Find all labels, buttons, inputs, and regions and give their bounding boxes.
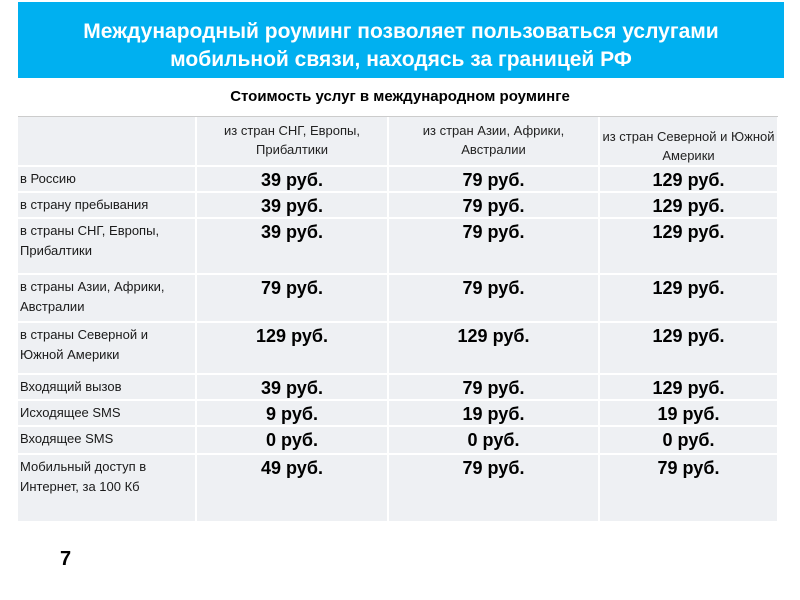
row-label: Входящее SMS <box>18 426 196 454</box>
price-cell: 79 руб. <box>196 274 388 322</box>
column-header: из стран Азии, Африки, Австралии <box>388 117 599 166</box>
price-cell: 49 руб. <box>196 454 388 522</box>
table-row <box>18 166 778 192</box>
price-cell: 79 руб. <box>388 374 599 400</box>
price-cell: 79 руб. <box>388 274 599 322</box>
price-cell: 39 руб. <box>196 192 388 218</box>
table-row <box>18 274 778 322</box>
price-cell: 129 руб. <box>599 166 778 192</box>
price-cell: 79 руб. <box>388 218 599 274</box>
row-label: в страны Азии, Африки, Австралии <box>18 274 196 322</box>
column-header: из стран Северной и Южной Америки <box>599 117 778 166</box>
row-label: в страны Северной и Южной Америки <box>18 322 196 374</box>
table-caption: Стоимость услуг в международном роуминге <box>230 88 570 105</box>
row-label: Мобильный доступ в Интернет, за 100 Кб <box>18 454 196 522</box>
row-label: в страны СНГ, Европы, Прибалтики <box>18 218 196 274</box>
price-cell: 129 руб. <box>599 218 778 274</box>
table-row <box>18 454 778 522</box>
price-cell: 19 руб. <box>388 400 599 426</box>
price-cell: 79 руб. <box>388 454 599 522</box>
price-cell: 79 руб. <box>599 454 778 522</box>
title-line-2: мобильной связи, находясь за границей РФ <box>170 48 632 71</box>
price-cell: 39 руб. <box>196 166 388 192</box>
price-cell: 129 руб. <box>599 274 778 322</box>
price-cell: 79 руб. <box>388 166 599 192</box>
price-cell: 0 руб. <box>388 426 599 454</box>
row-label: Входящий вызов <box>18 374 196 400</box>
price-cell: 9 руб. <box>196 400 388 426</box>
price-cell: 129 руб. <box>388 322 599 374</box>
price-cell: 129 руб. <box>599 322 778 374</box>
row-label: Исходящее SMS <box>18 400 196 426</box>
title-line-1: Международный роуминг позволяет пользоваться услугами <box>83 20 719 43</box>
table-row <box>18 426 778 454</box>
row-label: в страну пребывания <box>18 192 196 218</box>
header-empty-cell <box>18 117 196 166</box>
price-cell: 0 руб. <box>599 426 778 454</box>
price-cell: 39 руб. <box>196 218 388 274</box>
price-cell: 129 руб. <box>196 322 388 374</box>
price-cell: 79 руб. <box>388 192 599 218</box>
roaming-price-table <box>18 117 779 523</box>
table-row <box>18 400 778 426</box>
price-cell: 129 руб. <box>599 374 778 400</box>
table-row <box>18 374 778 400</box>
price-cell: 19 руб. <box>599 400 778 426</box>
row-label: в Россию <box>18 166 196 192</box>
table-row <box>18 322 778 374</box>
table-header-row <box>18 117 778 166</box>
table-row <box>18 192 778 218</box>
page-number: 7 <box>60 548 72 570</box>
price-cell: 39 руб. <box>196 374 388 400</box>
title-banner <box>18 2 784 78</box>
column-header: из стран СНГ, Европы, Прибалтики <box>196 117 388 166</box>
table-row <box>18 218 778 274</box>
price-cell: 129 руб. <box>599 192 778 218</box>
price-cell: 0 руб. <box>196 426 388 454</box>
